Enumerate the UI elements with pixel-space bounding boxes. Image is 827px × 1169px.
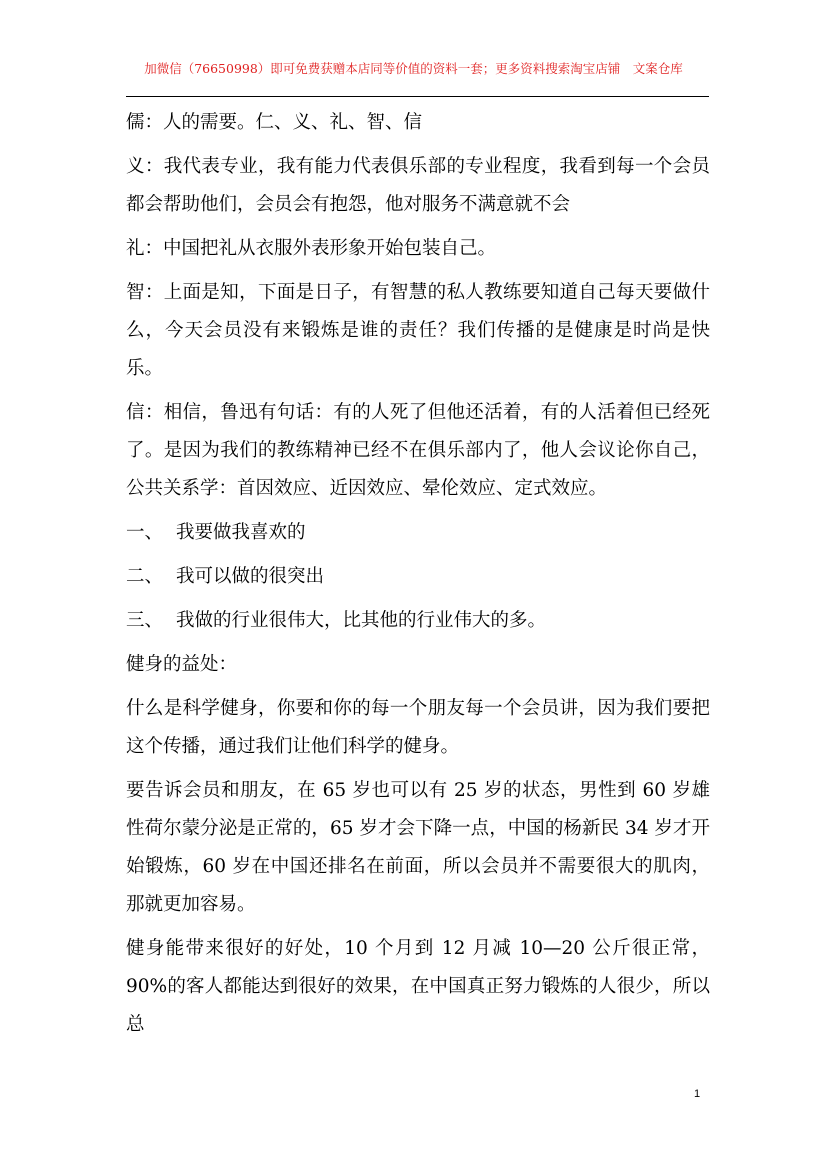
list-text: 我要做我喜欢的 [176,522,306,543]
paragraph-zhi: 智：上面是知，下面是日子，有智慧的私人教练要知道自己每天要做什么，今天会员没有来锻炼是谁的责任？我们传播的是健康是时尚是快乐。 [126,282,710,379]
paragraph-ru: 儒：人的需要。仁、义、礼、智、信 [126,112,423,133]
list-item [126,558,710,596]
paragraph-age: 要告诉会员和朋友，在 65 岁也可以有 25 岁的状态，男性到 60 岁雄性荷尔蒙分泌是正常的，65 岁才会下降一点，中国的杨新民 34 岁才开始锻炼，60 岁在中国还排名在前面，所以会员并不需要很大的肌肉，那就更加容易。 [126,780,710,915]
paragraph-results: 健身能带来很好的好处，10 个月到 12 月减 10—20 公斤很正常，90%的客人都能达到很好的效果，在中国真正努力锻炼的人很少，所以总 [126,938,710,1035]
list-item [126,602,710,640]
page-number: 1 [694,1088,701,1100]
paragraph-li: 礼：中国把礼从衣服外表形象开始包装自己。 [126,238,497,259]
paragraph-science: 什么是科学健身，你要和你的每一个朋友每一个会员讲，因为我们要把这个传播，通过我们让他们科学的健身。 [126,698,710,757]
paragraph-yi: 义：我代表专业，我有能力代表俱乐部的专业程度，我看到每一个会员都会帮助他们，会员会有抱怨，他对服务不满意就不会 [126,156,710,215]
list-item [126,514,710,552]
promo-header: 加微信（76650998）即可免费获赠本店同等价值的资料一套；更多资料搜索淘宝店铺 文案仓库 [144,61,683,76]
paragraph-xin: 信：相信，鲁迅有句话：有的人死了但他还活着，有的人活着但已经死了。是因为我们的教练精神已经不在俱乐部内了，他人会议论你自己，公共关系学：首因效应、近因效应、晕伦效应、定式效应。 [126,402,710,499]
document-body [126,104,710,1050]
section-heading-benefits: 健身的益处： [126,654,238,675]
list-text: 我做的行业很伟大，比其他的行业伟大的多。 [176,610,547,631]
header-divider [126,96,709,97]
list-text: 我可以做的很突出 [176,566,325,587]
list-number: 一、 [126,522,164,543]
list-number: 三、 [126,610,164,631]
list-number: 二、 [126,566,164,587]
